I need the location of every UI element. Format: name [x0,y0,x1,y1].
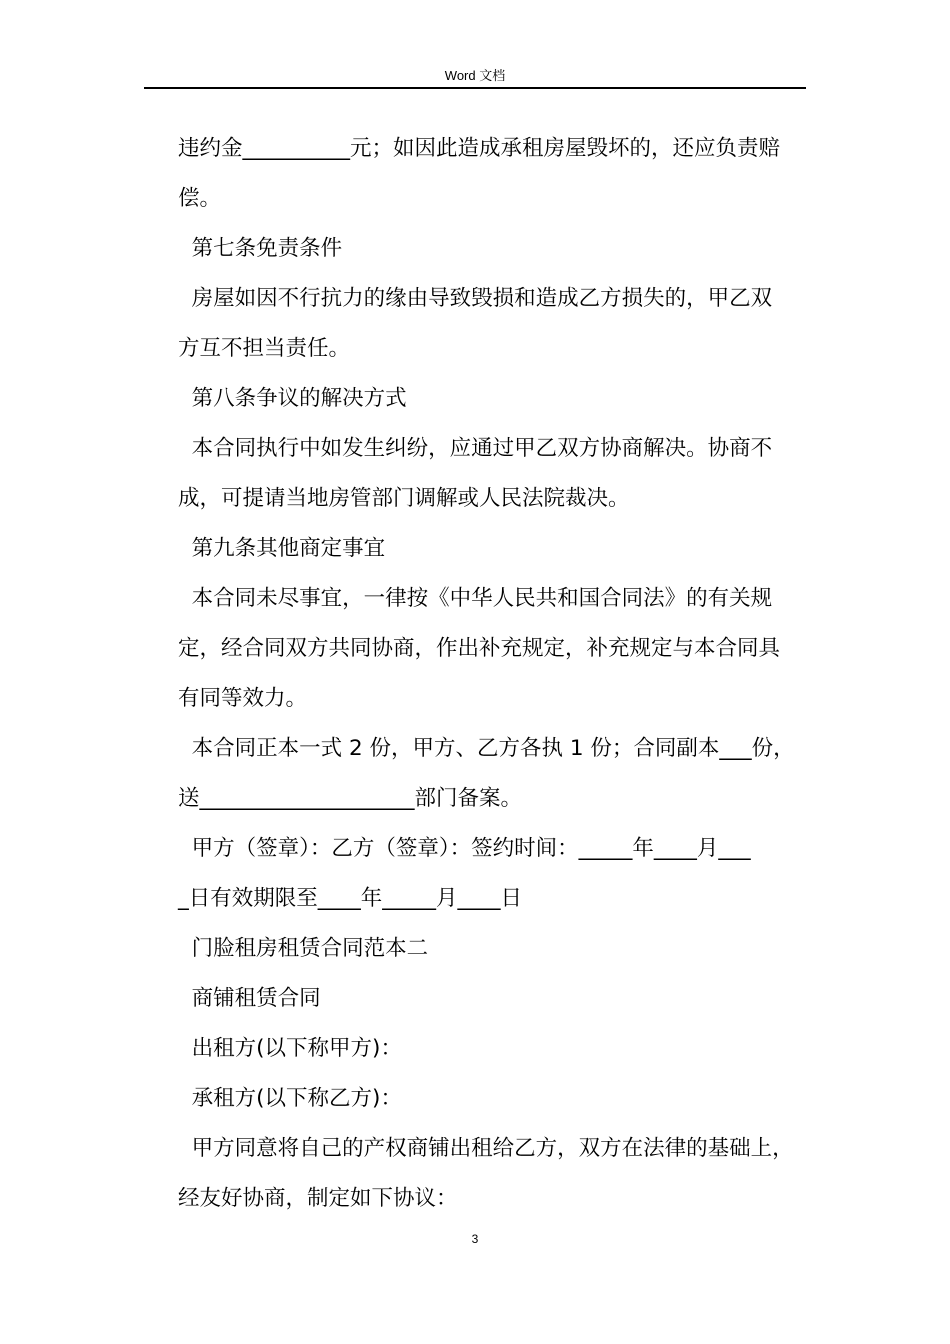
body-line: 偿。 [178,186,222,211]
section-heading-8: 第八条争议的解决方式 [178,386,407,411]
body-line: 违约金__________元；如因此造成承租房屋毁坏的，还应负责赔 [178,136,781,161]
contract-title: 商铺租赁合同 [178,986,321,1011]
header-divider [144,87,806,89]
body-line: 经友好协商，制定如下协议： [178,1186,458,1211]
body-line: 甲方同意将自己的产权商铺出租给乙方，双方在法律的基础上， [178,1136,794,1161]
body-line: 本合同执行中如发生纠纷，应通过甲乙双方协商解决。协商不 [178,436,773,461]
body-line: 成，可提请当地房管部门调解或人民法院裁决。 [178,486,630,511]
body-line: 有同等效力。 [178,686,308,711]
lessee-line: 承租方(以下称乙方)： [178,1086,402,1111]
signature-line: 甲方（签章）：乙方（签章）：签约时间：_____年____月___ [178,836,751,861]
body-line: 本合同正本一式 2 份，甲方、乙方各执 1 份；合同副本___份， [178,736,795,761]
body-line: 定，经合同双方共同协商，作出补充规定，补充规定与本合同具 [178,636,781,661]
section-heading-7: 第七条免责条件 [178,236,343,261]
lessor-line: 出租方(以下称甲方)： [178,1036,402,1061]
section-heading-9: 第九条其他商定事宜 [178,536,386,561]
page-number: 3 [471,1232,479,1246]
body-line: 方互不担当责任。 [178,336,351,361]
body-line: 房屋如因不行抗力的缘由导致毁损和造成乙方损失的，甲乙双 [178,286,773,311]
signature-line: _日有效期限至____年_____月____日 [178,886,523,911]
page-header-title: Word 文档 [444,68,506,83]
body-line: 送____________________部门备案。 [178,786,523,811]
document-body [178,124,808,1224]
contract-subtitle: 门脸租房租赁合同范本二 [178,936,429,961]
body-line: 本合同未尽事宜，一律按《中华人民共和国合同法》的有关规 [178,586,773,611]
